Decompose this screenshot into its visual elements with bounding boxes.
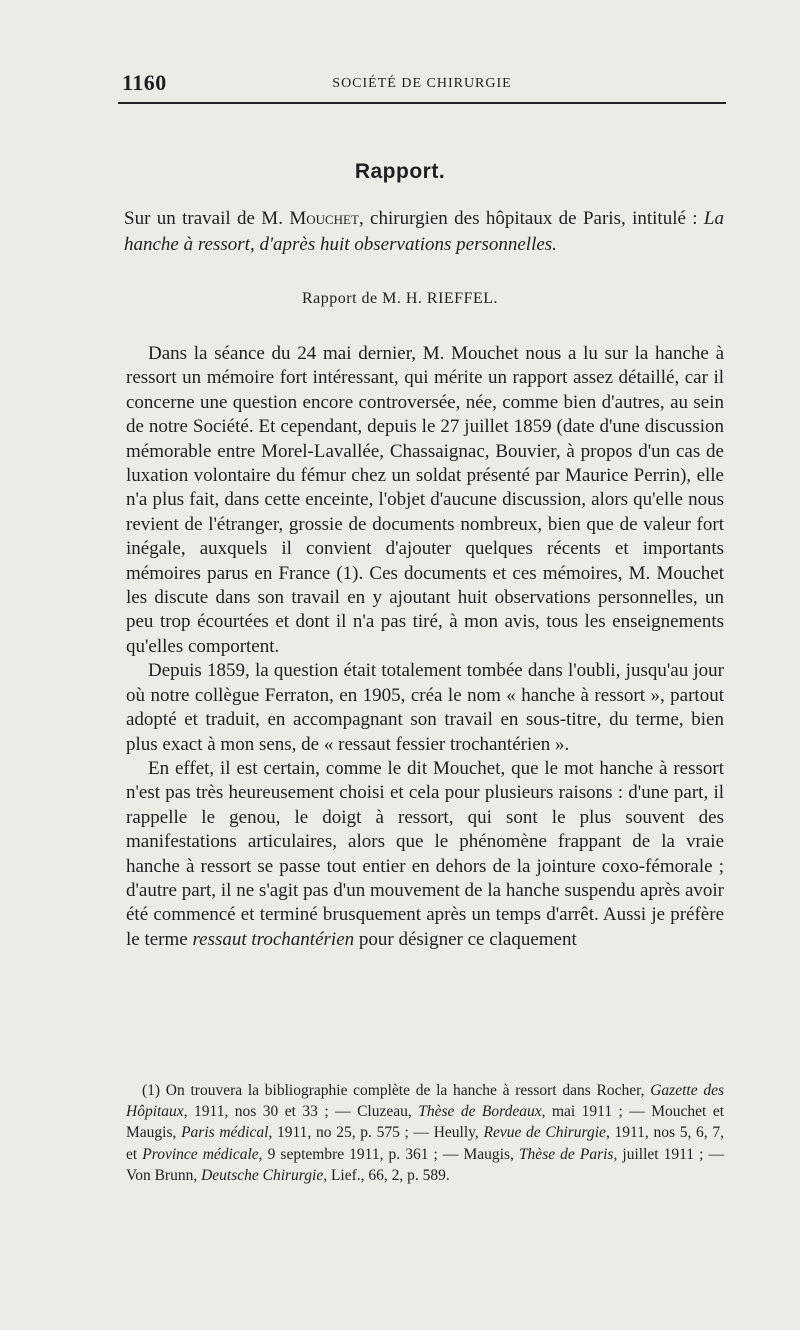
footnote-citation: Province médicale (142, 1145, 259, 1163)
footnote-text: , mai 1911 ; — Mouchet et Maugis, (126, 1103, 725, 1142)
body-text (126, 342, 724, 952)
subject-author: Mouchet (289, 208, 359, 229)
paragraph-1: Dans la séance du 24 mai dernier, M. Mouchet nous a lu sur la hanche à ressort un mémoire fort intéressant, qui mérite un rapport assez détaillé, car il concerne une question encore controversée, née, comme bien d'autres, au sein de notre Société. Et cependant, depuis le 27 juillet 1859 (date d'une discussion mémorable entre Morel-Lavallée, Chassaignac, Bouvier, à propos d'un cas de luxation volontaire du fémur chez un soldat présenté par Maurice Perrin), elle n'a plus fait, dans cette enceinte, l'objet d'aucune discussion, alors qu'elle nous revient de l'étranger, grossie de documents nombreux, bien que de valeur fort inégale, auxquels il convient d'ajouter quelques récents et importants mémoires parus en France (1). Ces documents et ces mémoires, M. Mouchet les discute dans son travail en y ajoutant huit observations personnelles, un peu trop écourtées et dont il n'a pas tiré, à mon avis, tous les enseignements qu'elles comportent. (126, 343, 724, 657)
footnotes (126, 1080, 724, 1186)
footnote-text: , 9 septembre 1911, p. 361 ; — Maugis, (258, 1145, 519, 1163)
subject-text-2: , chirurgien des hôpitaux de Paris, intitulé : (358, 208, 704, 229)
footnote-1 (126, 1080, 724, 1186)
section-title: Rapport. (354, 160, 446, 183)
footnote-citation: Thèse de Bordeaux (418, 1103, 542, 1121)
footnote-text: , 1911, no 25, p. 575 ; — Heully, (268, 1124, 484, 1142)
page-number: 1160 (122, 70, 167, 95)
footnote-citation: Gazette des Hôpitaux (126, 1082, 724, 1121)
running-head: SOCIÉTÉ DE CHIRURGIE (332, 76, 512, 91)
paragraph-3-text: En effet, il est certain, comme le dit Mouchet, que le mot hanche à ressort n'est pas très heureusement choisi et cela pour plusieurs raisons : d'une part, il rappelle le genou, le doigt à ressort, qui sont le plus souvent des manifestations articulaires, alors que le phénomène frappant de la vraie hanche à ressort se passe tout entier en dehors de la jointure coxo-fémorale ; d'autre part, il ne s'agit pas d'un mouvement de la hanche suspendu après avoir été commencé et terminé brusquement après un temps d'arrêt. Aussi je préfère le terme (126, 757, 724, 950)
footnote-citation: Deutsche Chirurgie (201, 1166, 324, 1184)
rapporteur-line: Rapport de M. H. RIEFFEL. (301, 290, 499, 307)
page-header (118, 66, 726, 104)
footnote-citation: Revue de Chirurgie (483, 1124, 606, 1142)
footnote-text: (1) On trouvera la bibliographie complète de la hanche à ressort dans Rocher, (142, 1082, 651, 1099)
subject-text: Sur un travail de M. (124, 208, 290, 229)
report-subject (124, 206, 724, 258)
footnote-citation: Paris médical (181, 1124, 269, 1142)
footnote-citation: Thèse de Paris (518, 1145, 614, 1163)
subject-work-title: La hanche à ressort, d'après huit observations personnelles. (124, 208, 724, 255)
footnote-text: , juillet 1911 ; — Von Brunn, (126, 1145, 724, 1184)
paragraph-3-term: ressaut trochantérien (192, 928, 355, 950)
paragraph-3 (126, 757, 724, 952)
footnote-text: , Lief., 66, 2, p. 589. (323, 1166, 450, 1184)
paragraph-3-end: pour désigner ce claquement (354, 928, 577, 950)
footnote-text: , 1911, nos 5, 6, 7, et (126, 1124, 724, 1163)
paragraph-2: Depuis 1859, la question était totalement tombée dans l'oubli, jusqu'au jour où notre collègue Ferraton, en 1905, créa le nom « hanche à ressort », partout adopté et traduit, en accompagnant son travail en sous-titre, du terme, bien plus exact à mon sens, de « ressaut fessier trochantérien ». (126, 660, 724, 755)
footnote-text: , 1911, nos 30 et 33 ; — Cluzeau, (183, 1103, 419, 1121)
